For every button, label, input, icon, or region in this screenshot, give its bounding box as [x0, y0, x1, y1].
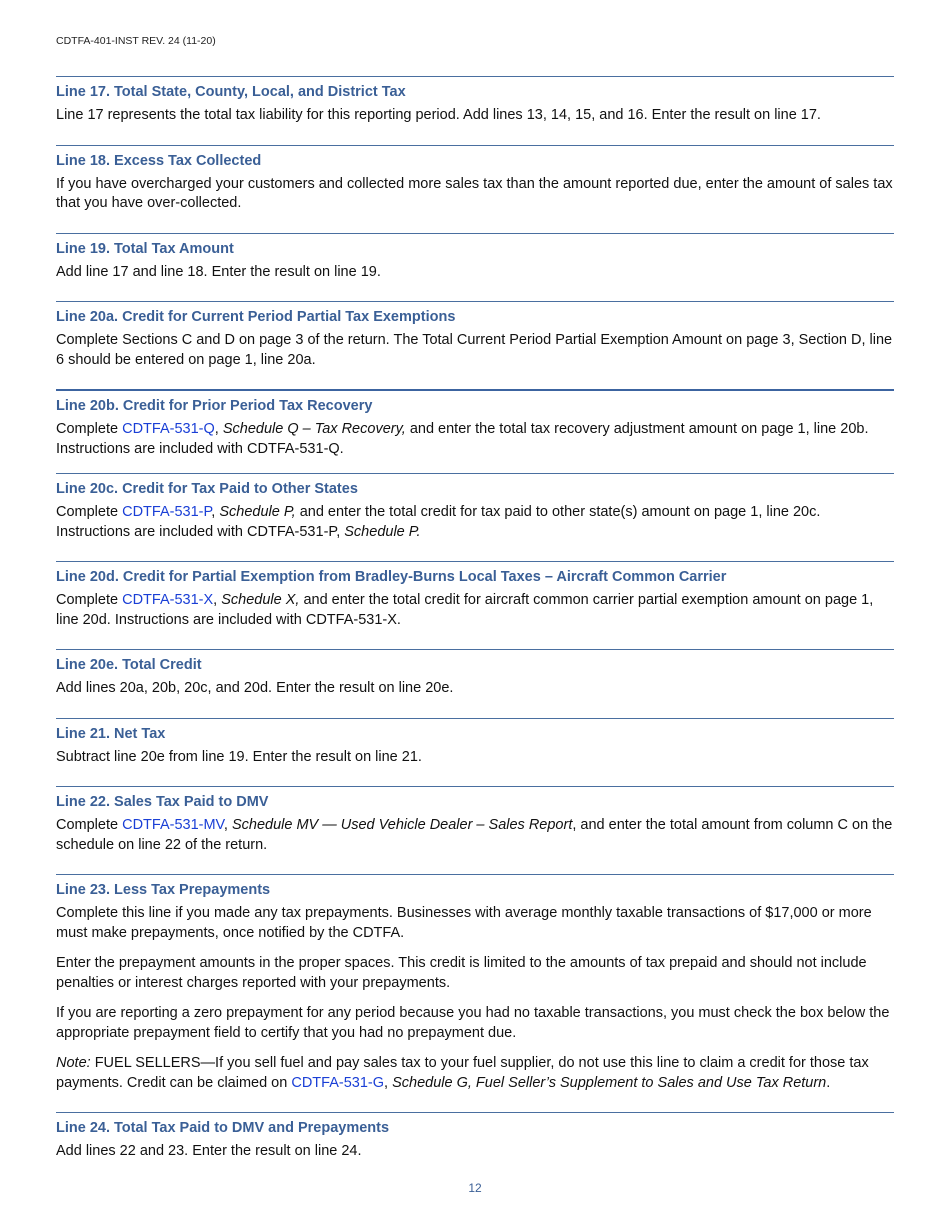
- cdtfa-531-x-link[interactable]: CDTFA-531-X: [122, 592, 214, 608]
- schedule-title: Schedule P.: [344, 523, 421, 540]
- text-run: Complete: [56, 421, 123, 437]
- section-title: Line 17. Total State, County, Local, and District Tax: [56, 84, 406, 100]
- text-run: , and enter the total amount from column C on the schedule on line 22 of the return.: [56, 817, 893, 853]
- cdtfa-531-q-link[interactable]: CDTFA-531-Q: [122, 421, 215, 437]
- section-text: [56, 591, 894, 630]
- text-run: ,: [213, 592, 222, 608]
- text-run: ,: [384, 1074, 393, 1091]
- section-title: Line 20d. Credit for Partial Exemption from Bradley-Burns Local Taxes – Aircraft Common Carrier: [56, 569, 727, 585]
- text-run: .: [826, 1074, 831, 1091]
- section-title: Line 22. Sales Tax Paid to DMV: [56, 794, 269, 810]
- section-line-17: [56, 76, 894, 126]
- section-text: [56, 816, 894, 855]
- section-line-23: [56, 874, 894, 1093]
- section-text: Complete this line if you made any tax prepayments. Businesses with average monthly taxable transactions of $17,000 or more must make prepayments, once notified by the CDTFA.: [56, 905, 872, 941]
- text-run: Complete: [56, 817, 123, 833]
- fuel-sellers-note: [56, 1054, 894, 1093]
- section-line-19: [56, 233, 894, 283]
- text-run: Complete: [56, 504, 123, 520]
- text-run: and enter the total credit for aircraft common carrier partial exemption amount on page 1, line 20d. Instructions are included with CDTFA-531-X.: [56, 592, 874, 628]
- section-line-18: [56, 145, 894, 214]
- section-text: Add line 17 and line 18. Enter the result on line 19.: [56, 263, 381, 280]
- section-title: Line 24. Total Tax Paid to DMV and Prepayments: [56, 1120, 390, 1136]
- section-line-22: [56, 786, 894, 855]
- section-line-24: [56, 1112, 894, 1162]
- section-title: Line 20b. Credit for Prior Period Tax Recovery: [56, 398, 373, 414]
- cdtfa-531-p-link[interactable]: CDTFA-531-P: [122, 504, 212, 520]
- section-line-20b: [56, 389, 894, 459]
- section-text: Add lines 20a, 20b, 20c, and 20d. Enter the result on line 20e.: [56, 680, 454, 696]
- section-text: Complete Sections C and D on page 3 of the return. The Total Current Period Partial Exemption Amount on page 3, Section D, line 6 should be entered on page 1, line 20a.: [56, 332, 893, 368]
- section-line-20c: [56, 473, 894, 542]
- section-line-20d: [56, 561, 894, 630]
- cdtfa-531-mv-link[interactable]: CDTFA-531-MV: [122, 817, 224, 833]
- section-text: Subtract line 20e from line 19. Enter the result on line 21.: [56, 748, 422, 765]
- section-text: [56, 503, 894, 542]
- text-run: ,: [214, 421, 223, 437]
- note-label: Note:: [56, 1055, 91, 1071]
- text-run: FUEL SELLERS—If you sell fuel and pay sales tax to your fuel supplier, do not use this line to claim a credit for those tax payments. Credit can be claimed on: [56, 1055, 869, 1091]
- section-title: Line 20c. Credit for Tax Paid to Other States: [56, 481, 358, 497]
- section-title: Line 18. Excess Tax Collected: [56, 152, 262, 169]
- section-title: Line 19. Total Tax Amount: [56, 240, 234, 257]
- schedule-title: Schedule G, Fuel Seller’s Supplement to Sales and Use Tax Return: [392, 1074, 827, 1091]
- section-text: Add lines 22 and 23. Enter the result on line 24.: [56, 1143, 362, 1159]
- section-text: [56, 420, 894, 459]
- instructions-content: [56, 76, 894, 1162]
- section-line-20a: [56, 301, 894, 370]
- schedule-title: Schedule Q – Tax Recovery,: [222, 421, 406, 437]
- section-line-20e: [56, 649, 894, 699]
- text-run: and enter the total credit for tax paid to other state(s) amount on page 1, line 20c. Instructions are included with CDTFA-531-P,: [56, 504, 821, 540]
- section-title: Line 20a. Credit for Current Period Partial Tax Exemptions: [56, 309, 456, 325]
- text-run: ,: [211, 504, 220, 520]
- page-number: 12: [468, 1181, 482, 1195]
- section-title: Line 20e. Total Credit: [56, 657, 202, 673]
- section-text: Line 17 represents the total tax liability for this reporting period. Add lines 13, 14, 15, and 16. Enter the result on line 17.: [56, 107, 821, 123]
- section-text: If you are reporting a zero prepayment for any period because you had no taxable transactions, you must check the box below the appropriate prepayment field to certify that you had no prepayment due.: [56, 1005, 890, 1041]
- section-line-21: [56, 718, 894, 768]
- form-id: CDTFA-401-INST REV. 24 (11-20): [56, 35, 216, 47]
- cdtfa-531-g-link[interactable]: CDTFA-531-G: [291, 1074, 385, 1091]
- section-text: If you have overcharged your customers and collected more sales tax than the amount reported due, enter the amount of sales tax that you have over-collected.: [56, 175, 893, 211]
- text-run: Complete: [56, 592, 123, 608]
- text-run: and enter the total tax recovery adjustment amount on page 1, line 20b. Instructions are included with CDTFA-531-Q.: [56, 421, 869, 457]
- schedule-title: Schedule MV — Used Vehicle Dealer – Sales Report: [231, 817, 573, 833]
- schedule-title: Schedule P,: [219, 504, 296, 520]
- text-run: ,: [223, 817, 232, 833]
- section-title: Line 23. Less Tax Prepayments: [56, 882, 271, 898]
- schedule-title: Schedule X,: [221, 592, 300, 608]
- section-title: Line 21. Net Tax: [56, 725, 166, 742]
- section-text: Enter the prepayment amounts in the proper spaces. This credit is limited to the amounts of tax prepaid and should not include penalties or interest charges reported with your prepayments.: [56, 955, 867, 991]
